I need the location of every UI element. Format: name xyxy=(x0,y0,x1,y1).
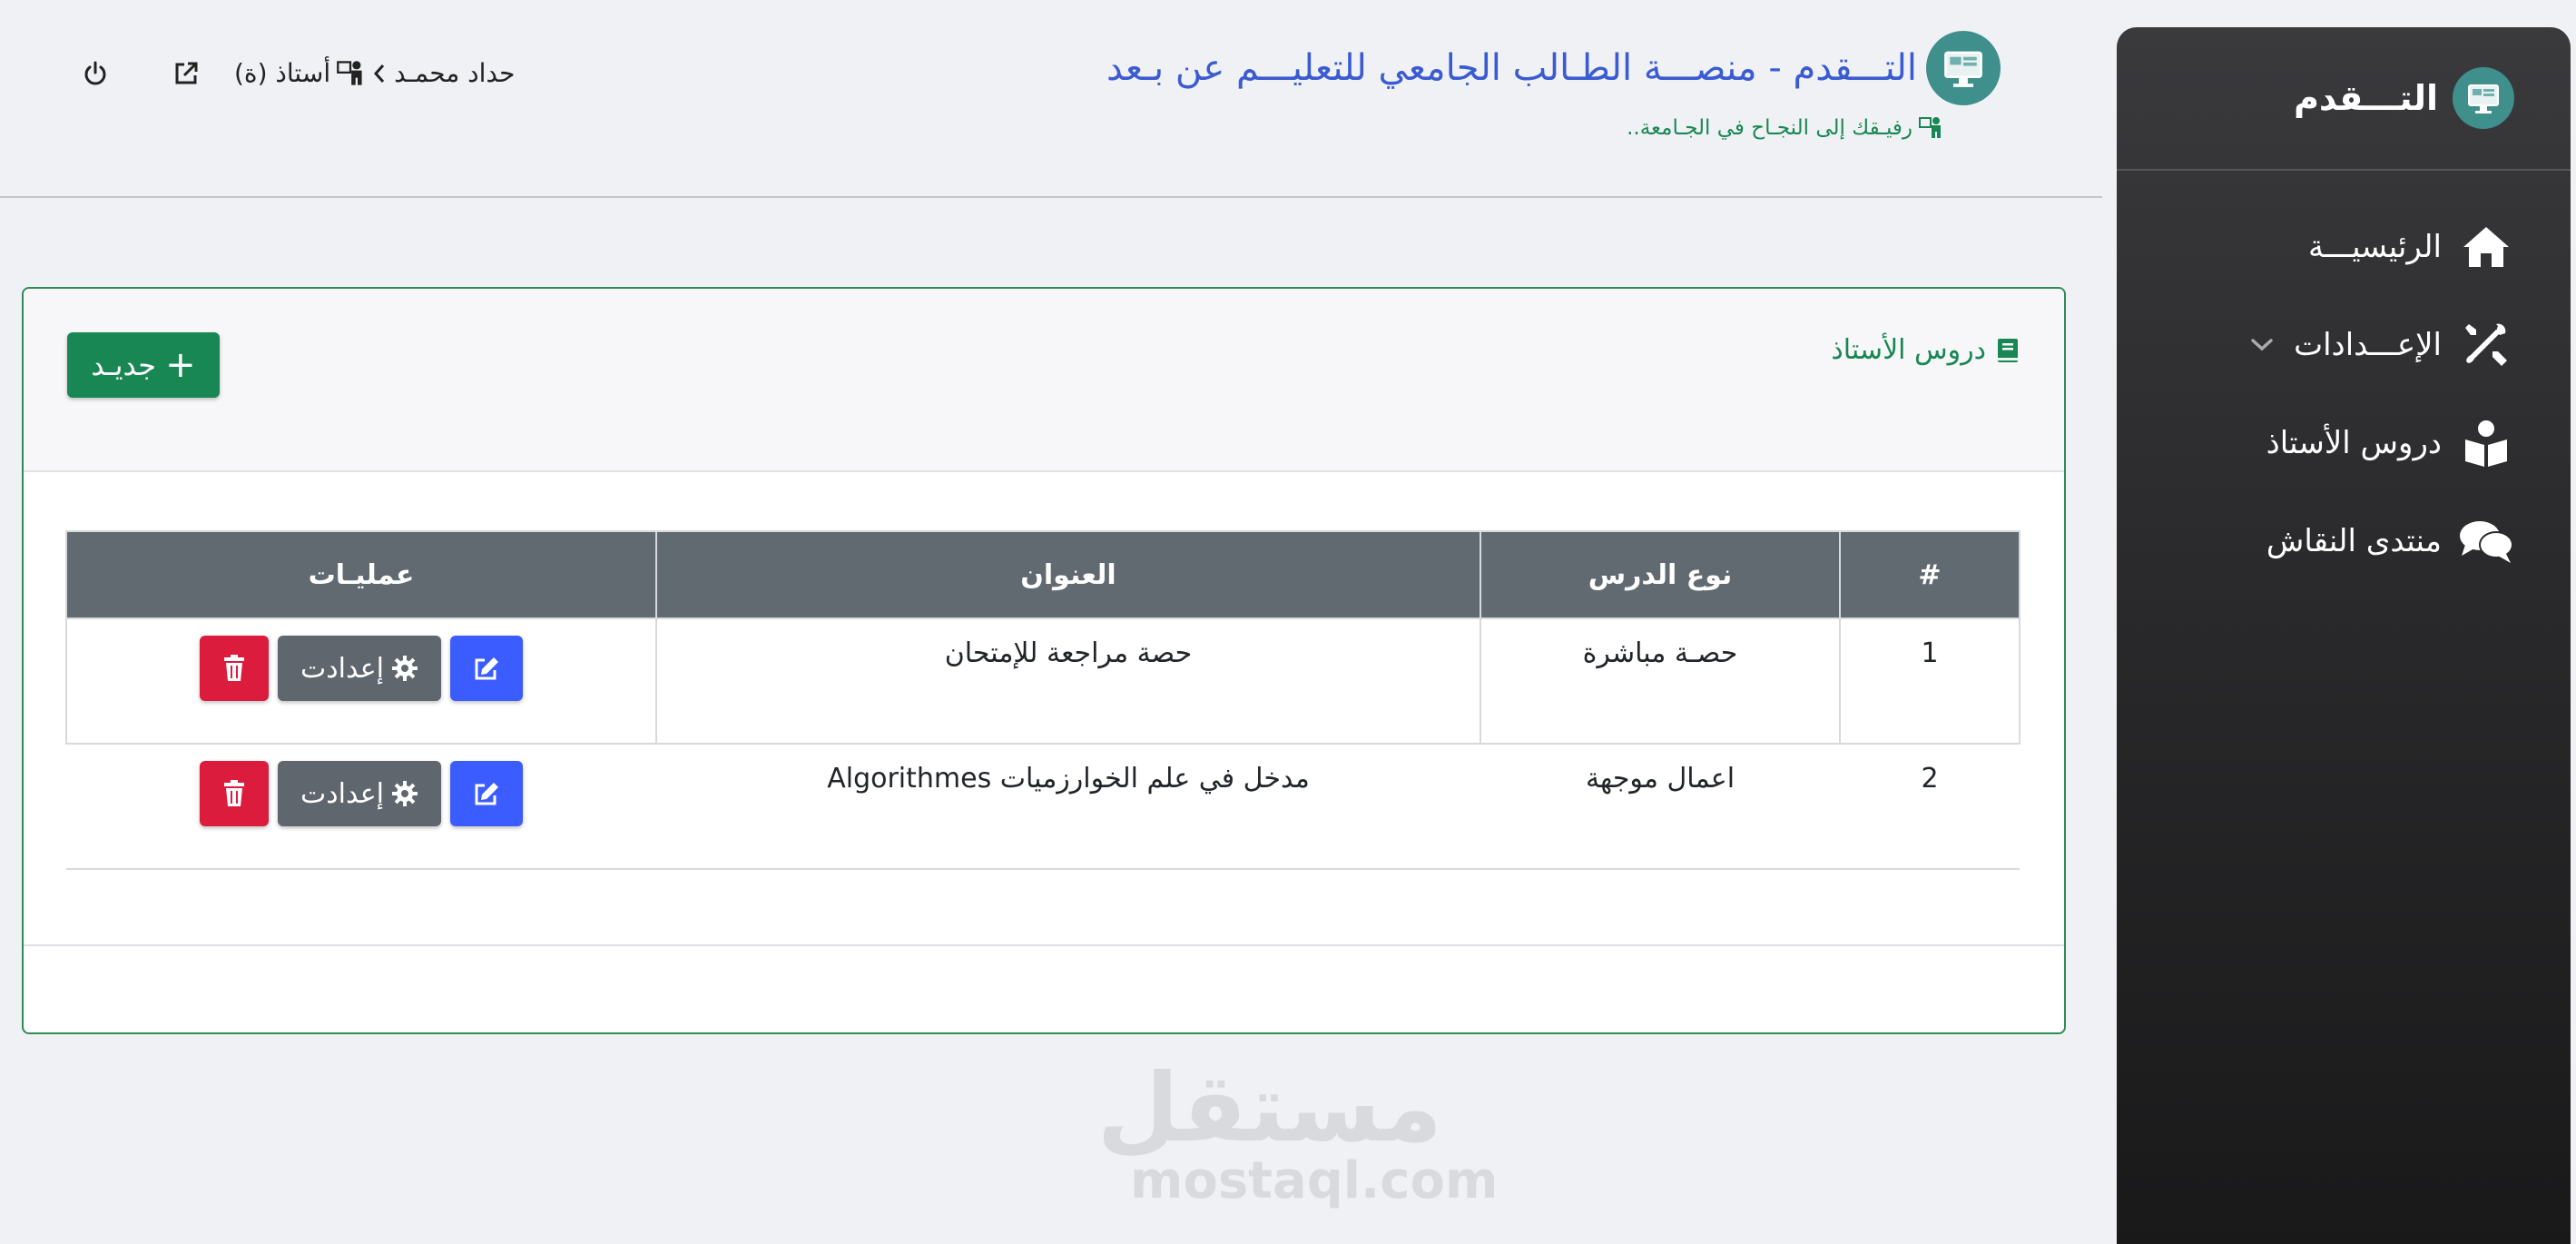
edit-button[interactable] xyxy=(450,636,523,701)
user-area xyxy=(82,58,515,88)
sidebar-item-label: الرئيسيـــة xyxy=(2308,229,2442,265)
sidebar-nav xyxy=(2117,171,2571,590)
tools-icon xyxy=(2458,317,2514,373)
teacher-icon xyxy=(336,60,365,87)
watermark-logo xyxy=(1096,1052,1499,1210)
sidebar-item-home[interactable] xyxy=(2117,198,2571,296)
comments-icon xyxy=(2458,513,2514,569)
card-title-text: دروس الأستاذ xyxy=(1831,334,1986,366)
cell-number: 2 xyxy=(1840,744,2020,869)
site-title-text: التـــقدم - منصـــة الطـالب الجامعي للتعليـــم عن بـعد xyxy=(1106,47,1917,89)
cell-type: حصـة مباشرة xyxy=(1480,618,1840,744)
column-header-title: العنوان xyxy=(656,531,1480,618)
user-role-text: أستاذ (ة) xyxy=(234,58,331,88)
row-actions xyxy=(67,636,655,701)
card-title xyxy=(1831,334,2020,366)
site-logo-icon xyxy=(1926,31,2001,105)
book-reader-icon xyxy=(2458,415,2514,471)
delete-button[interactable] xyxy=(200,636,269,701)
watermark-latin: mostaql.com xyxy=(1130,1151,1499,1210)
user-role xyxy=(234,58,365,88)
sidebar-item-teacher-lessons[interactable] xyxy=(2117,394,2571,492)
cell-number: 1 xyxy=(1840,618,2020,744)
edit-button[interactable] xyxy=(450,761,523,826)
settings-button[interactable] xyxy=(278,761,441,826)
column-header-actions: عمليـات xyxy=(66,531,656,618)
new-button-label: جديـد xyxy=(91,348,157,382)
cell-type: اعمال موجهة xyxy=(1480,744,1840,869)
lessons-table-wrap xyxy=(67,530,2020,870)
site-tagline xyxy=(1627,116,1943,140)
user-name[interactable]: حداد محمـد xyxy=(394,58,516,88)
brand-logo-icon xyxy=(2453,67,2514,129)
new-lesson-button[interactable] xyxy=(67,332,220,398)
column-header-number: # xyxy=(1840,531,2020,618)
gear-icon xyxy=(391,655,418,682)
sidebar xyxy=(2117,27,2571,1244)
cell-title: حصة مراجعة للإمتحان xyxy=(656,618,1480,744)
lessons-table xyxy=(65,530,2020,870)
lessons-card xyxy=(22,287,2066,1034)
table-row xyxy=(66,618,2020,744)
sidebar-item-label: دروس الأستاذ xyxy=(2266,425,2442,461)
sidebar-brand[interactable] xyxy=(2117,27,2571,171)
delete-button[interactable] xyxy=(200,761,269,826)
home-icon xyxy=(2458,219,2514,275)
cell-actions xyxy=(66,618,656,744)
sidebar-brand-text: التـــقدم xyxy=(2294,78,2438,118)
book-icon xyxy=(1995,337,2020,364)
power-icon[interactable] xyxy=(82,60,109,87)
table-header-row xyxy=(66,531,2020,618)
row-actions xyxy=(66,761,656,826)
trash-icon xyxy=(221,654,247,683)
sidebar-item-label: الإعـــدادات xyxy=(2294,327,2442,363)
sidebar-item-forum[interactable] xyxy=(2117,492,2571,590)
top-header xyxy=(0,0,2102,198)
watermark-arabic: مستقل xyxy=(1096,1052,1442,1163)
card-footer-divider xyxy=(24,944,2064,946)
gear-icon xyxy=(391,780,418,807)
teacher-icon xyxy=(1918,116,1943,140)
edit-icon xyxy=(472,655,501,682)
column-header-type: نوع الدرس xyxy=(1480,531,1840,618)
sidebar-item-label: منتدى النقاش xyxy=(2266,523,2442,559)
trash-icon xyxy=(221,779,247,808)
sidebar-item-settings[interactable] xyxy=(2117,296,2571,394)
table-row xyxy=(66,744,2020,869)
settings-button-label: إعدادت xyxy=(300,652,384,685)
edit-icon xyxy=(472,780,501,807)
chevron-down-icon[interactable] xyxy=(2250,338,2274,352)
chevron-left-icon xyxy=(372,63,387,84)
cell-actions xyxy=(66,744,656,869)
plus-icon: + xyxy=(165,344,196,386)
card-header xyxy=(24,289,2064,472)
external-link-icon[interactable] xyxy=(172,60,200,87)
tagline-text: رفيـقك إلى النجـاح في الجـامعة.. xyxy=(1627,116,1912,140)
site-title[interactable] xyxy=(1106,31,2001,105)
cell-title: مدخل في علم الخوارزميات Algorithmes xyxy=(656,744,1480,869)
settings-button[interactable] xyxy=(278,636,441,701)
settings-button-label: إعدادت xyxy=(300,777,384,810)
